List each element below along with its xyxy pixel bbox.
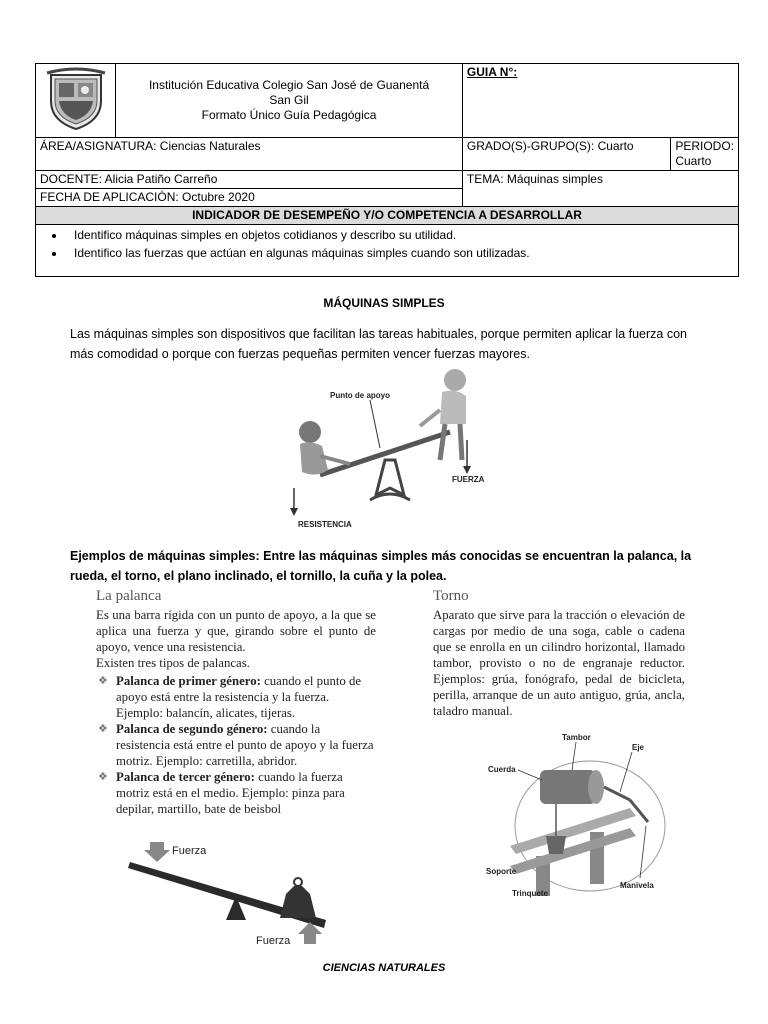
- guia-number-label: GUIA N°:: [466, 65, 518, 79]
- torno-definition: Aparato que sirve para la tracción o elevación de cargas por medio de una soga, cable o cadena que se enrolla en un cilindro horizontal, llamado tambor, provisto o no de engranaje reductor. Ejemplos: grúa, fonógrafo, pedal de bicicleta, perilla, arranque de un auto antiguo, grúa, ancla, taladro manual.: [433, 608, 685, 718]
- indicador-title: INDICADOR DE DESEMPEÑO Y/O COMPETENCIA A DESARROLLAR: [36, 207, 739, 225]
- lever-fuerza-top: Fuerza: [172, 845, 207, 857]
- lever-fuerza-bottom: Fuerza: [256, 935, 291, 947]
- institution-name: Institución Educativa Colegio San José de Guanentá: [148, 78, 430, 92]
- institution-cell: [116, 64, 463, 138]
- label-eje: Eje: [632, 743, 645, 752]
- axle: [604, 787, 630, 800]
- label-resistencia: RESISTENCIA: [298, 520, 352, 529]
- palanca-title: La palanca: [96, 588, 162, 604]
- label-trinquete: Trinquete: [512, 889, 549, 898]
- section-title: MÁQUINAS SIMPLES: [323, 296, 445, 310]
- examples-paragraph: Ejemplos de máquinas simples: Entre las máquinas simples más conocidas se encuentran la palanca, la rueda, el torno, el plano inclinado, el tornillo, la cuña y la polea.: [70, 549, 692, 583]
- seesaw-pivot: [376, 460, 404, 495]
- palanca-section: [96, 588, 376, 817]
- intro-paragraph: Las máquinas simples son dispositivos que facilitan las tareas habituales, porque permiten aplicar la fuerza con más comodidad o porque con fuerzas pequeñas permiten vencer fuerzas mayores.: [70, 327, 688, 361]
- palanca-definition: Es una barra rígida con un punto de apoyo, a la que se aplica una fuerza y que, girando sobre el punto de apoyo, vence una resistencia.: [96, 608, 376, 654]
- seesaw-bar: [320, 432, 450, 475]
- tema-cell: TEMA: Máquinas simples: [462, 171, 738, 207]
- indicadores-list: [40, 226, 734, 262]
- label-punto-apoyo: Punto de apoyo: [330, 391, 390, 400]
- diamond-bullet-icon: ❖: [98, 675, 108, 687]
- drum: [540, 770, 596, 804]
- palanca-type-item: ❖ Palanca de primer género: cuando el punto de apoyo está entre la resistencia y la fuerza. Ejemplo: balancín, alicates, tijeras.: [98, 674, 362, 720]
- bucket: [546, 836, 566, 854]
- diamond-bullet-icon: ❖: [98, 771, 108, 783]
- grado-cell: GRADO(S)-GRUPO(S): Cuarto: [462, 138, 670, 171]
- indicador-item: • Identifico las fuerzas que actúan en algunas máquinas simples cuando son utilizadas.: [66, 244, 734, 262]
- palanca-type-item: ❖ Palanca de segundo género: cuando la resistencia está entre el punto de apoyo y la fuerza motriz. Ejemplo: carretilla, abridor.: [98, 722, 374, 768]
- institution-city: San Gil: [269, 93, 309, 107]
- fecha-cell: FECHA DE APLICACIÓN: Octubre 2020: [36, 189, 463, 207]
- torno-section: [433, 588, 685, 719]
- docente-cell: DOCENTE: Alicia Patiño Carreño: [36, 171, 463, 189]
- indicadores-cell: [36, 225, 739, 277]
- format-title: Formato Único Guía Pedagógica: [201, 108, 377, 122]
- footer-subject: CIENCIAS NATURALES: [322, 962, 446, 974]
- winch-diagram: [480, 726, 690, 902]
- weight-block: [280, 886, 316, 918]
- lever-diagram: [126, 838, 336, 950]
- label-fuerza: FUERZA: [452, 475, 485, 484]
- indicador-item: • Identifico máquinas simples en objetos cotidianos y describo su utilidad.: [66, 226, 734, 244]
- logo-cell: [36, 64, 116, 138]
- crank: [630, 800, 648, 822]
- torno-title: Torno: [433, 588, 469, 604]
- palanca-types-intro: Existen tres tipos de palancas.: [96, 656, 250, 670]
- label-soporte: Soporte: [486, 867, 517, 876]
- seesaw-illustration: [280, 360, 500, 532]
- palanca-type-item: ❖ Palanca de tercer género: cuando la fuerza motriz está en el medio. Ejemplo: pinza para depilar, martillo, bate de beisbol: [98, 770, 345, 816]
- palanca-types-list: [96, 673, 376, 817]
- label-manivela: Manivela: [620, 881, 654, 890]
- school-shield-logo: [45, 67, 107, 131]
- diamond-bullet-icon: ❖: [98, 723, 108, 735]
- label-cuerda: Cuerda: [488, 765, 516, 774]
- label-tambor: Tambor: [562, 733, 591, 742]
- area-cell: ÁREA/ASIGNATURA: Ciencias Naturales: [36, 138, 463, 171]
- header-table: [35, 63, 739, 277]
- periodo-cell: PERIODO: Cuarto: [671, 138, 739, 171]
- force-down-arrow-icon: [144, 842, 170, 862]
- guia-cell: [462, 64, 738, 138]
